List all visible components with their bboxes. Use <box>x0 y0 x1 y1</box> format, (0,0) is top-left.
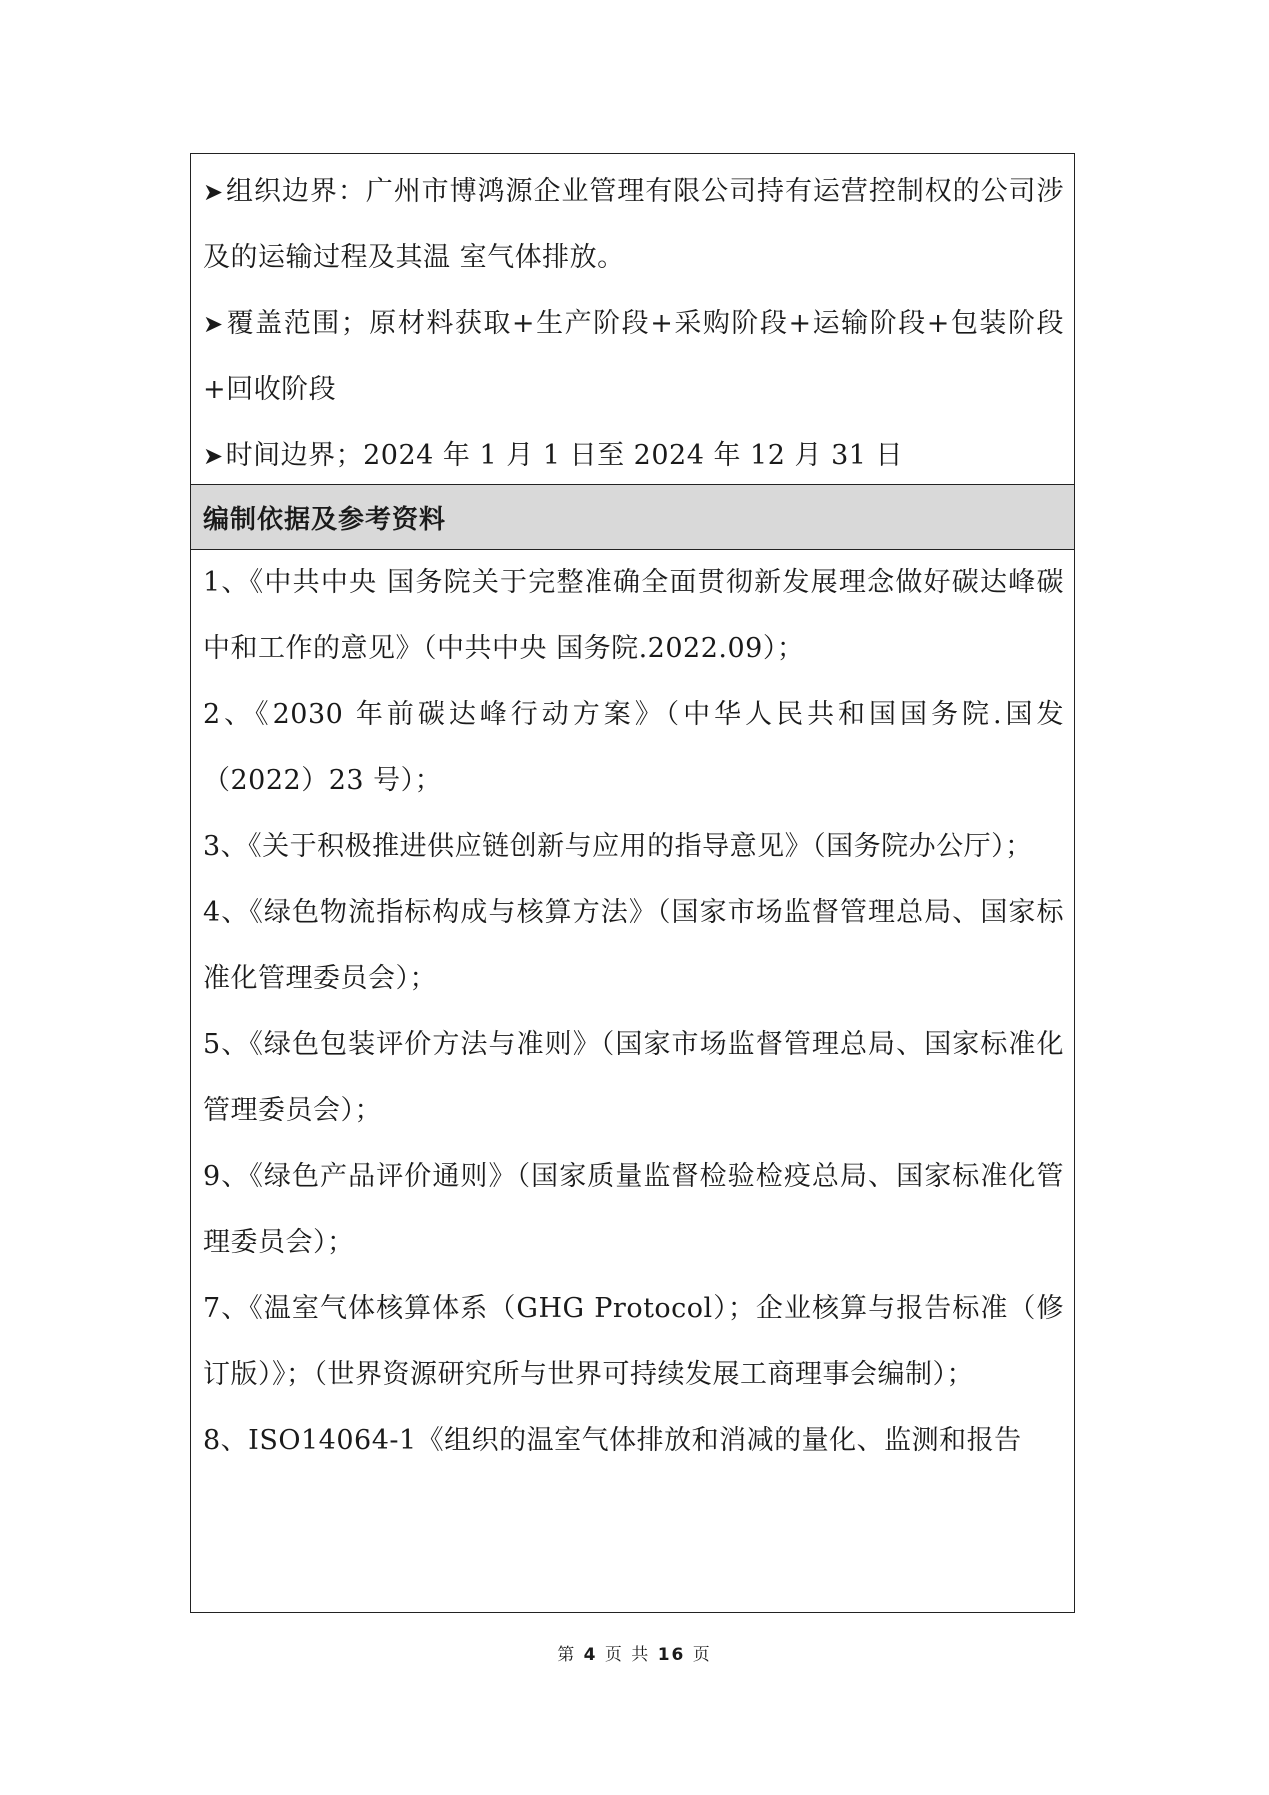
footer-suffix: 页 <box>692 1645 712 1665</box>
reference-item: 8、ISO14064-1《组织的温室气体排放和消减的量化、监测和报告 <box>203 1425 1022 1456</box>
page-number: 4 <box>583 1645 598 1665</box>
time-boundary-text: 时间边界；2024 年 1 月 1 日至 2024 年 12 月 31 日 <box>225 440 904 471</box>
reference-item: 1、《中共中央 国务院关于完整准确全面贯彻新发展理念做好碳达峰碳中和工作的意见》（中共中央 国务院.2022.09）； <box>203 567 1064 664</box>
reference-item: 4、《绿色物流指标构成与核算方法》（国家市场监督管理总局、国家标准化管理委员会）； <box>203 897 1064 994</box>
footer-prefix: 第 <box>557 1645 577 1665</box>
reference-item: 2、《2030 年前碳达峰行动方案》（中华人民共和国国务院.国发（2022）23 号）； <box>203 699 1064 796</box>
reference-item: 7、《温室气体核算体系（GHG Protocol）；企业核算与报告标准（修订版）》；（世界资源研究所与世界可持续发展工商理事会编制）； <box>203 1293 1064 1390</box>
footer-middle: 页 共 <box>604 1645 651 1665</box>
coverage-paragraph <box>203 291 1064 423</box>
arrow-bullet-icon: ➤ <box>203 178 224 206</box>
coverage-text: 覆盖范围；原材料获取+生产阶段+采购阶段+运输阶段+包装阶段+回收阶段 <box>203 308 1064 405</box>
org-boundary-paragraph <box>203 159 1064 291</box>
section-header-title: 编制依据及参考资料 <box>203 504 447 535</box>
arrow-bullet-icon: ➤ <box>203 442 224 470</box>
page-footer <box>0 1640 1269 1665</box>
time-boundary-paragraph <box>203 423 1064 489</box>
reference-list <box>191 550 1074 1474</box>
reference-item: 9、《绿色产品评价通则》（国家质量监督检验检疫总局、国家标准化管理委员会）； <box>203 1161 1064 1258</box>
reference-item: 5、《绿色包装评价方法与准则》（国家市场监督管理总局、国家标准化管理委员会）； <box>203 1029 1064 1126</box>
boundary-section <box>191 154 1074 484</box>
org-boundary-text: 组织边界：广州市博鸿源企业管理有限公司持有运营控制权的公司涉及的运输过程及其温 室气体排放。 <box>203 176 1064 273</box>
section-header-row <box>191 484 1074 550</box>
arrow-bullet-icon: ➤ <box>203 310 224 338</box>
reference-item: 3、《关于积极推进供应链创新与应用的指导意见》（国务院办公厅）； <box>203 831 1033 862</box>
document-table <box>190 153 1075 1613</box>
total-pages: 16 <box>657 1645 686 1665</box>
